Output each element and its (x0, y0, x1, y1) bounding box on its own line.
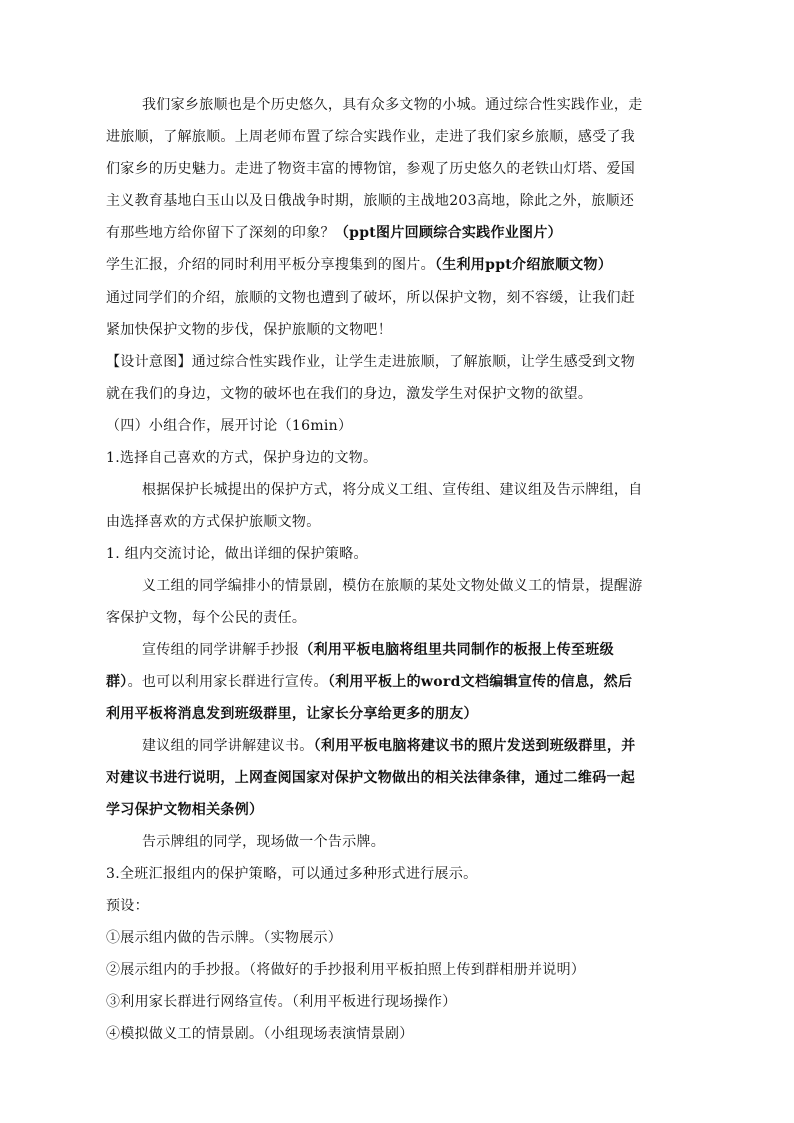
paragraph-line: 主义教育基地白玉山以及日俄战争时期，旅顺的主战地203高地，除此之外，旅顺还 (106, 193, 635, 209)
bold-annotation: （ppt图片回顾综合实践作业图片） (334, 225, 562, 241)
paragraph-line: 们家乡的历史魅力。走进了物资丰富的博物馆，参观了历史悠久的老铁山灯塔、爱国 (106, 161, 636, 177)
paragraph-line (106, 256, 612, 274)
paragraph-line: 根据保护长城提出的保护方式，将分成义工组、宣传组、建议组及告示牌组，自 (142, 482, 643, 498)
list-item: 3.全班汇报组内的保护策略，可以通过多种形式进行展示。 (106, 866, 478, 882)
text-run: 宣传组的同学讲解手抄报 (142, 642, 300, 658)
bold-annotation: 利用平板将消息发到班级群里，让家长分享给更多的朋友） (106, 706, 478, 722)
bold-annotation: （生利用ppt介绍旅顺文物） (434, 257, 613, 273)
bold-annotation: （利用平板上的word文档编辑宣传的信息，然后 (327, 674, 633, 690)
paragraph-line: 义工组的同学编排小的情景剧，模仿在旅顺的某处文物处做义工的情景，提醒游 (142, 578, 643, 594)
design-intent-line: 就在我们的身边，文物的破坏也在我们的身边，激发学生对保护文物的欲望。 (106, 386, 593, 402)
paragraph-line: 告示牌组的同学，现场做一个告示牌。 (142, 834, 386, 850)
paragraph-line (142, 737, 636, 755)
bold-annotation: （利用平板电脑将建议书的照片发送到班级群里，并 (313, 738, 636, 754)
bold-annotation: 对建议书进行说明，上网查阅国家对保护文物做出的相关法律条律，通过二维码一起 (106, 770, 636, 786)
paragraph-line: 紧加快保护文物的步伐，保护旅顺的文物吧！ (106, 322, 392, 338)
preset-label: 预设： (106, 898, 149, 914)
option-item: ②展示组内的手抄报。（将做好的手抄报利用平板拍照上传到群相册并说明） (106, 962, 586, 978)
text-run: 建议组的同学讲解建议书。 (142, 738, 314, 754)
paragraph-line (106, 673, 632, 691)
paragraph-line (142, 641, 614, 659)
bold-annotation: （利用平板电脑将组里共同制作的板报上传至班级 (299, 642, 614, 658)
option-item: ④模拟做义工的情景剧。（小组现场表演情景剧） (106, 1026, 414, 1042)
section-heading: （四）小组合作，展开讨论（16min） (106, 418, 353, 434)
list-item: 1. 组内交流讨论，做出详细的保护策略。 (106, 546, 368, 562)
list-item: 1.选择自己喜欢的方式，保护身边的文物。 (106, 450, 378, 466)
text-run: 。也可以利用家长群进行宣传。 (127, 674, 328, 690)
option-item: ③利用家长群进行网络宣传。（利用平板进行现场操作） (106, 994, 457, 1010)
paragraph-line: 客保护文物，每个公民的责任。 (106, 610, 307, 626)
bold-annotation: 群） (106, 674, 128, 690)
text-run: 有那些地方给你留下了深刻的印象？ (106, 225, 335, 241)
paragraph-line: 我们家乡旅顺也是个历史悠久，具有众多文物的小城。通过综合性实践作业，走 (142, 97, 643, 113)
paragraph-line (106, 224, 562, 242)
paragraph-line: 通过同学们的介绍，旅顺的文物也遭到了破坏，所以保护文物，刻不容缓，让我们赶 (106, 290, 636, 306)
bold-annotation: 学习保护文物相关条例） (106, 802, 264, 818)
text-run: 学生汇报，介绍的同时利用平板分享搜集到的图片。 (106, 257, 435, 273)
paragraph-line: 进旅顺，了解旅顺。上周老师布置了综合实践作业，走进了我们家乡旅顺，感受了我 (106, 129, 636, 145)
paragraph-line: 由选择喜欢的方式保护旅顺文物。 (106, 514, 321, 530)
design-intent-line: 【设计意图】通过综合性实践作业，让学生走进旅顺，了解旅顺，让学生感受到文物 (106, 354, 636, 370)
option-item: ①展示组内做的告示牌。（实物展示） (106, 930, 343, 946)
